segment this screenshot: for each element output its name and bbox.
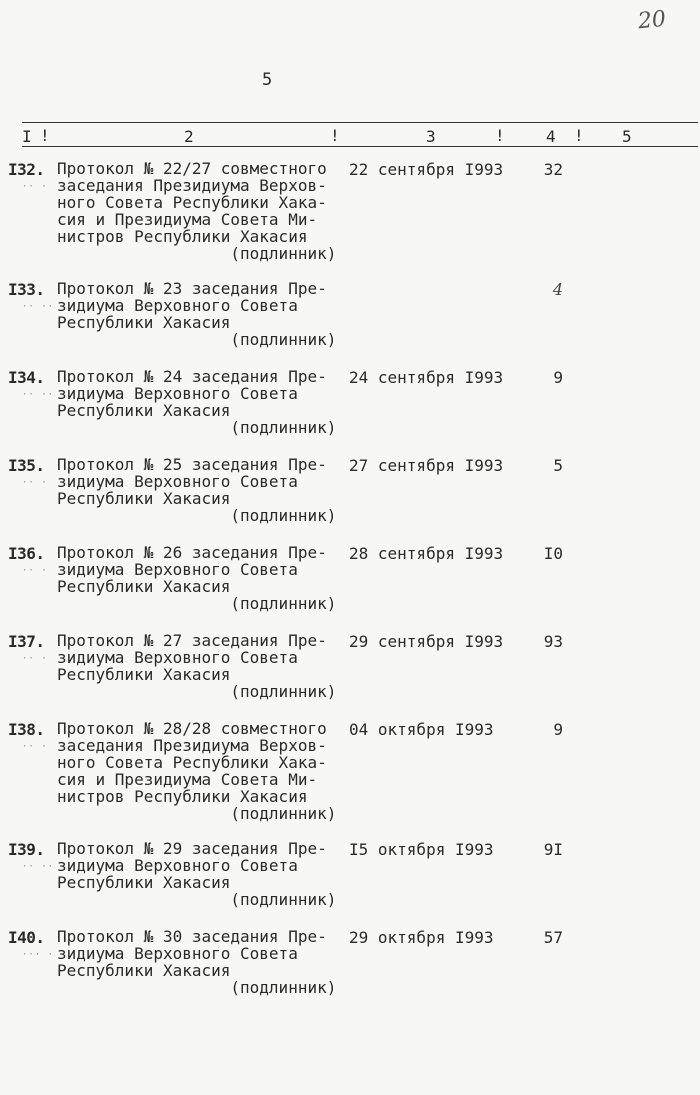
entry-number: I39. (8, 840, 45, 859)
entry-sheet-count: 9 (553, 720, 563, 739)
entry-number: I36. (8, 544, 45, 563)
page-number: 5 (262, 70, 273, 90)
entry-sheet-count: 93 (543, 632, 563, 651)
entry-sheet-count: 9 (553, 368, 563, 387)
entry-sheet-count: 9I (543, 840, 563, 859)
entry-description: Протокол № 26 заседания Пре- зидиума Верховного Совета Республики Хакасия (подлинник) (57, 543, 337, 613)
entry-description: Протокол № 25 заседания Пре- зидиума Верховного Совета Республики Хакасия (подлинник) (57, 455, 337, 525)
entry-date: 29 сентября I993 (349, 632, 504, 651)
entry-description: Протокол № 22/27 совместного заседания Президиума Верхов- ного Совета Республики Хака- сия и Президиума Совета Ми- нистров Республики Хакасия (подлинник) (57, 159, 337, 263)
entry-description: Протокол № 27 заседания Пре- зидиума Верховного Совета Республики Хакасия (подлинник) (57, 631, 337, 701)
entry-description: Протокол № 30 заседания Пре- зидиума Верховного Совета Республики Хакасия (подлинник) (57, 927, 337, 997)
entry-number: I33. (8, 280, 45, 299)
column-separator: ! (40, 126, 50, 145)
handwritten-page-number: 20 (636, 6, 668, 35)
entry-number: I37. (8, 632, 45, 651)
column-separator: ! (574, 126, 584, 145)
entry-mark: ·· · (22, 478, 48, 488)
entry-date: 24 сентября I993 (349, 368, 504, 387)
entry-mark: ·· · (22, 182, 48, 192)
entry-number: I35. (8, 456, 45, 475)
entry-sheet-count: 32 (543, 160, 563, 179)
entry-date: 27 сентября I993 (349, 456, 504, 475)
column-header-3: 3 (426, 127, 436, 146)
entry-date: 28 сентября I993 (349, 544, 504, 563)
table-top-rule (22, 122, 698, 123)
column-header-2: 2 (184, 127, 194, 146)
column-header-5: 5 (622, 127, 632, 146)
entry-sheet-count: I0 (543, 544, 563, 563)
entry-date: 22 сентября I993 (349, 160, 504, 179)
entry-description: Протокол № 29 заседания Пре- зидиума Верховного Совета Республики Хакасия (подлинник) (57, 839, 337, 909)
entry-date: I5 октября I993 (349, 840, 494, 859)
entry-number: I40. (8, 928, 45, 947)
entry-mark: ··· · (22, 950, 55, 960)
entry-sheet-count: 5 (553, 456, 563, 475)
entry-mark: ·· · (22, 654, 48, 664)
entry-mark: ·· ·· (22, 390, 55, 400)
entry-description: Протокол № 28/28 совместного заседания Президиума Верхов- ного Совета Республики Хака- сия и Президиума Совета Ми- нистров Республики Хакасия (подлинник) (57, 719, 337, 823)
entry-mark: ·· · (22, 566, 48, 576)
column-separator: ! (495, 126, 505, 145)
entry-mark: ·· · (22, 742, 48, 752)
column-separator: ! (330, 126, 340, 145)
entry-number: I34. (8, 368, 45, 387)
entry-number: I38. (8, 720, 45, 739)
entry-description: Протокол № 23 заседания Пре- зидиума Верховного Совета Республики Хакасия (подлинник) (57, 279, 337, 349)
entry-sheet-count: 57 (543, 928, 563, 947)
entry-mark: ·· ·· (22, 302, 55, 312)
entry-mark: ·· ·· (22, 862, 55, 872)
table-header-rule (22, 146, 698, 147)
entry-date: 29 октября I993 (349, 928, 494, 947)
column-header-4: 4 (546, 127, 556, 146)
entry-sheet-count: 4 (552, 280, 563, 299)
column-header-1: I (22, 127, 32, 146)
entry-description: Протокол № 24 заседания Пре- зидиума Верховного Совета Республики Хакасия (подлинник) (57, 367, 337, 437)
entry-number: I32. (8, 160, 45, 179)
entry-date: 04 октября I993 (349, 720, 494, 739)
